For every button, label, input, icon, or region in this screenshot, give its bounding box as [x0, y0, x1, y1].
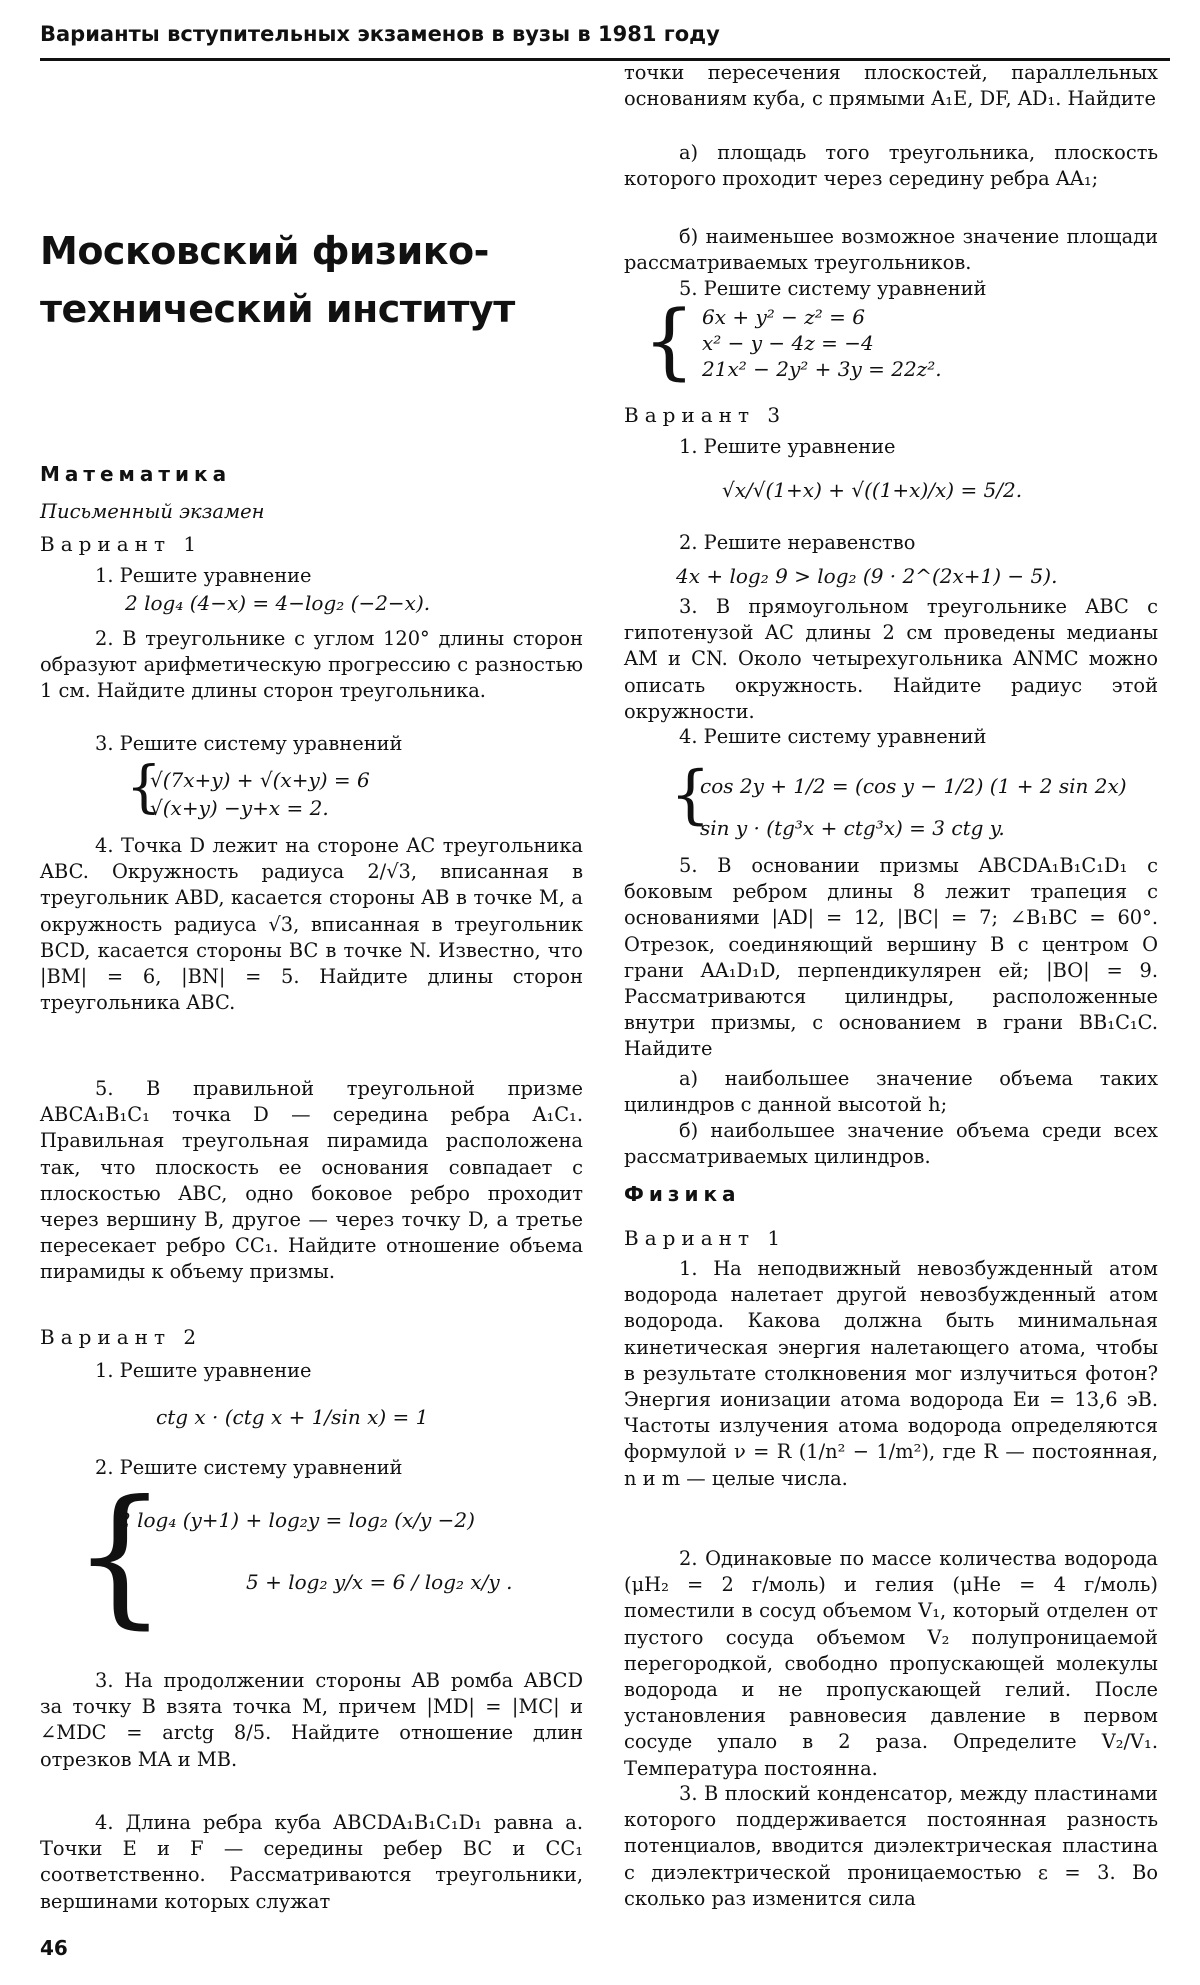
- physics-v1-title: Вариант 1: [624, 1226, 787, 1250]
- math-v3-p1-formula: √x/√(1+x) + √((1+x)/x) = 5/2.: [722, 478, 1023, 502]
- math-v1-p3-eq1: √(7x+y) + √(x+y) = 6: [150, 768, 370, 792]
- problem-text: 1. На неподвижный невозбужденный атом водорода налетает другой невозбужденный атом водорода. Какова должна быть минимальная кинетическая энергия налетающего атома, чтобы в результате столкновения мог излучиться фотон? Энергия ионизации атома водорода Eи = 13,6 эВ. Частоты излучения атома водорода определяются формулой ν = R (1/n² − 1/m²), где R — постоянная, n и m — целые числа.: [624, 1257, 1158, 1490]
- math-section-heading: Математика: [40, 462, 232, 486]
- math-v1-problem-1: [40, 563, 583, 589]
- problem-text: точки пересечения плоскостей, параллельных основаниям куба, с прямыми A₁E, DF, AD₁. Найдите: [624, 61, 1158, 111]
- problem-text: 2. Решите неравенство: [679, 531, 916, 554]
- math-v2-p2-eq1: 2 log₄ (y+1) + log₂y = log₂ (x/y −2): [118, 1508, 475, 1532]
- problem-text: 5. В правильной треугольной призме ABCA₁B₁C₁ точка D — середина ребра A₁C₁. Правильная треугольная пирамида расположена так, что плоскость ее основания совпадает с плоскостью ABC, одно боковое ребро проходит через вершину B, другое — через точку D, а третье пересекает ребро CC₁. Найдите отношение объема пирамиды к объему призмы.: [40, 1077, 583, 1284]
- running-header: [40, 22, 1170, 61]
- problem-text: 3. В прямоугольном треугольнике ABC с гипотенузой AC длины 2 см проведены медианы AM и CN. Около четырехугольника ANMC можно описать окружность. Найдите радиус этой окружности.: [624, 595, 1158, 723]
- math-v2-problem-4-continued: [624, 60, 1158, 112]
- math-v3-problem-5-part-a: [624, 1066, 1158, 1118]
- math-subtitle: Письменный экзамен: [40, 500, 265, 523]
- math-v2-problem-4-part-a: [624, 140, 1158, 192]
- math-v1-problem-5: [40, 1076, 583, 1286]
- problem-text: 5. В основании призмы ABCDA₁B₁C₁D₁ с боковым ребром длины 8 лежит трапеция с основаниями |AD| = 12, |BC| = 7; ∠B₁BC = 60°. Отрезок, соединяющий вершину B с центром O грани AA₁D₁D, перпендикулярен ей; |BO| = 9. Рассматриваются цилиндры, расположенные внутри призмы, с основанием в грани BB₁C₁C. Найдите: [624, 854, 1158, 1061]
- math-v2-title: Вариант 2: [40, 1325, 203, 1349]
- running-header-title: Варианты вступительных экзаменов в вузы в 1981 году: [40, 22, 720, 46]
- problem-text: 3. На продолжении стороны AB ромба ABCD за точку B взята точка M, причем |MD| = |MC| и ∠MDC = arctg 8/5. Найдите отношение длин отрезков MA и MB.: [40, 1669, 583, 1771]
- page-number: 46: [40, 1936, 68, 1960]
- math-v2-problem-4-part-b: [624, 224, 1158, 276]
- math-v1-title: Вариант 1: [40, 532, 203, 556]
- math-v3-title: Вариант 3: [624, 403, 787, 427]
- math-v2-problem-5: [624, 276, 1158, 302]
- physics-v1-problem-3: [624, 1781, 1158, 1912]
- math-v3-problem-5: [624, 853, 1158, 1063]
- math-v2-p5-eq2: x² − y − 4z = −4: [702, 331, 874, 355]
- problem-text: 4. Точка D лежит на стороне AC треугольника ABC. Окружность радиуса 2/√3, вписанная в треугольник ABD, касается стороны AB в точке M, а окружность радиуса √3, вписанная в треугольник BCD, касается стороны BC в точке N. Известно, что |BM| = 6, |BN| = 5. Найдите длины сторон треугольника ABC.: [40, 834, 583, 1015]
- problem-text: б) наименьшее возможное значение площади рассматриваемых треугольников.: [624, 225, 1158, 275]
- math-v3-problem-2: [624, 530, 1158, 556]
- problem-text: 1. Решите уравнение: [95, 564, 312, 587]
- problem-text: 3. Решите систему уравнений: [95, 732, 403, 755]
- problem-text: а) площадь того треугольника, плоскость которого проходит через середину ребра AA₁;: [624, 141, 1158, 191]
- math-v3-problem-3: [624, 594, 1158, 725]
- math-v1-problem-4: [40, 833, 583, 1016]
- system-brace: {: [643, 294, 696, 389]
- math-v3-problem-5-part-b: [624, 1118, 1158, 1170]
- math-v1-p1-formula: 2 log₄ (4−x) = 4−log₂ (−2−x).: [125, 591, 431, 615]
- problem-text: 2. Решите систему уравнений: [95, 1456, 403, 1479]
- math-v2-p2-eq2: 5 + log₂ y/x = 6 / log₂ x/y .: [246, 1570, 513, 1594]
- problem-text: 2. В треугольнике с углом 120° длины сторон образуют арифметическую прогрессию с разностью 1 см. Найдите длины сторон треугольника.: [40, 627, 583, 703]
- physics-v1-problem-2: [624, 1546, 1158, 1782]
- math-v1-p3-eq2: √(x+y) −y+x = 2.: [150, 796, 329, 820]
- problem-text: 3. В плоский конденсатор, между пластинами которого поддерживается постоянная разность потенциалов, вводится диэлектрическая пластина с диэлектрической проницаемостью ε = 3. Во сколько раз изменится сила: [624, 1782, 1158, 1910]
- math-v3-p4-eq2: sin y · (tg³x + ctg³x) = 3 ctg y.: [700, 816, 1005, 840]
- problem-text: а) наибольшее значение объема таких цилиндров с данной высотой h;: [624, 1067, 1158, 1117]
- problem-text: 4. Длина ребра куба ABCDA₁B₁C₁D₁ равна a. Точки E и F — середины ребер BC и CC₁ соответственно. Рассматриваются треугольники, вершинами которых служат: [40, 1811, 583, 1913]
- physics-section-heading: Физика: [624, 1182, 741, 1206]
- math-v2-problem-4: [40, 1810, 583, 1915]
- system-brace: {: [72, 1469, 168, 1643]
- math-v2-p1-formula: ctg x · (ctg x + 1/sin x) = 1: [156, 1405, 429, 1429]
- institute-title: Московский физико-технический институт: [40, 229, 515, 331]
- problem-text: 1. Решите уравнение: [95, 1359, 312, 1382]
- math-v3-p2-formula: 4x + log₂ 9 > log₂ (9 · 2^(2x+1) − 5).: [676, 564, 1058, 588]
- system-brace: {: [126, 755, 162, 820]
- problem-text: 1. Решите уравнение: [679, 435, 896, 458]
- math-v1-problem-2: [40, 626, 583, 705]
- system-brace: {: [670, 758, 711, 832]
- math-v2-p5-eq1: 6x + y² − z² = 6: [702, 305, 866, 329]
- problem-text: 2. Одинаковые по массе количества водорода (μH₂ = 2 г/моль) и гелия (μHe = 4 г/моль) поместили в сосуд объемом V₁, который отделен от пустого сосуда объемом V₂ полупроницаемой перегородкой, свободно пропускающей молекулы водорода и не пропускающей гелий. После установления равновесия давление в первом сосуде упало в 2 раза. Определите V₂/V₁. Температура постоянна.: [624, 1547, 1158, 1780]
- problem-text: б) наибольшее значение объема среди всех рассматриваемых цилиндров.: [624, 1119, 1158, 1169]
- math-v1-problem-3: [40, 731, 583, 757]
- problem-text: 5. Решите систему уравнений: [679, 277, 987, 300]
- math-v3-problem-4: [624, 724, 1158, 750]
- physics-v1-problem-1: [624, 1256, 1158, 1492]
- math-v2-problem-3: [40, 1668, 583, 1773]
- math-v2-problem-1: [40, 1358, 583, 1384]
- math-v3-problem-1: [624, 434, 1158, 460]
- problem-text: 4. Решите систему уравнений: [679, 725, 987, 748]
- math-v2-p5-eq3: 21x² − 2y² + 3y = 22z².: [702, 357, 942, 381]
- math-v3-p4-eq1: cos 2y + 1/2 = (cos y − 1/2) (1 + 2 sin 2x): [700, 774, 1127, 798]
